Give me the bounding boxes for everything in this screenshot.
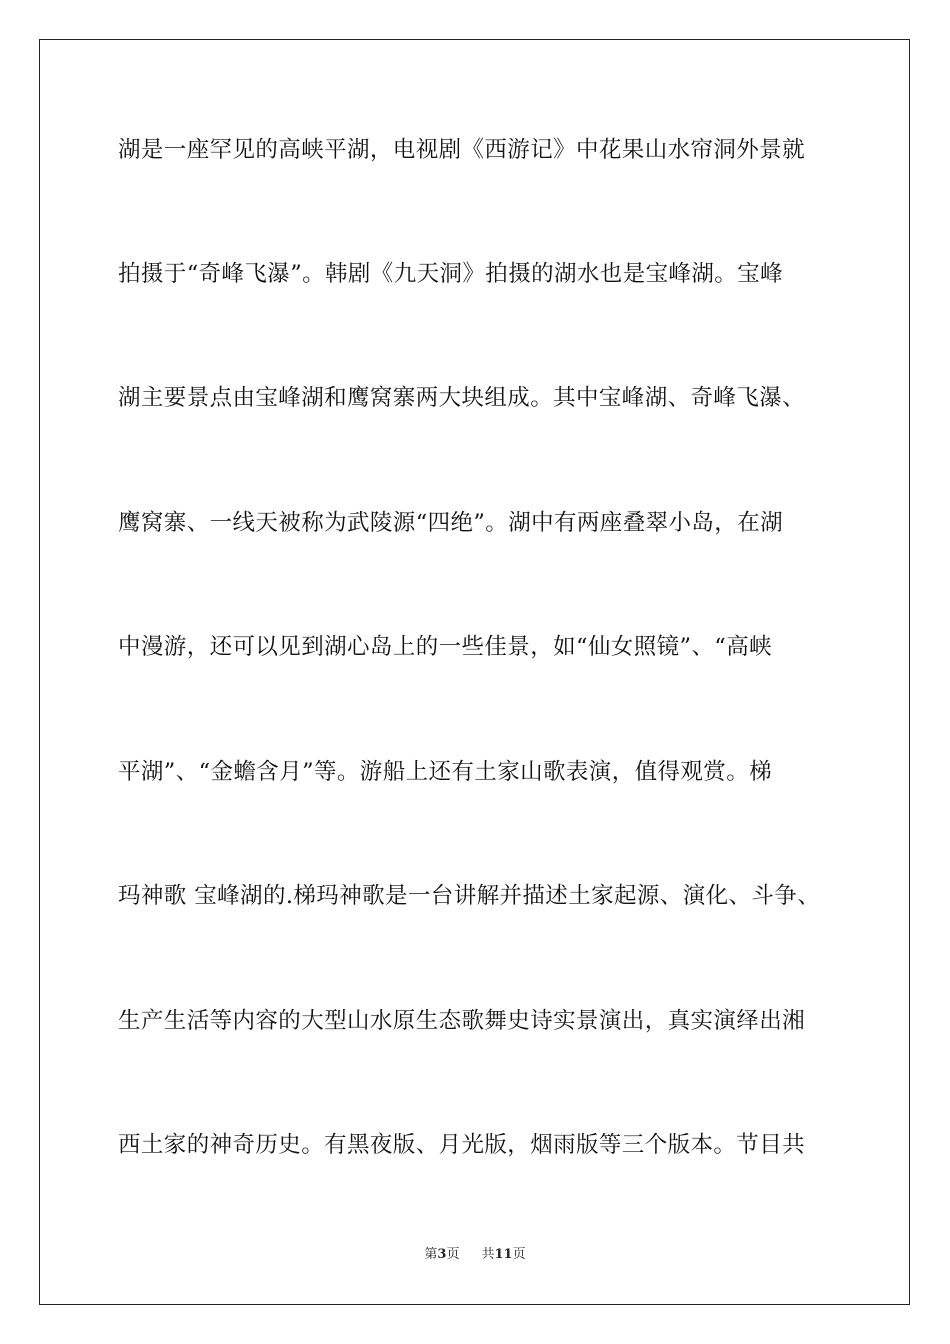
text-line-5: 中漫游，还可以见到湖心岛上的一些佳景，如“仙女照镜”、“高峡 bbox=[118, 634, 773, 660]
text-line-2: 拍摄于“奇峰飞瀑”。韩剧《九天洞》拍摄的湖水也是宝峰湖。宝峰 bbox=[118, 261, 784, 287]
footer-page-number: 3 bbox=[437, 1247, 447, 1262]
footer-total-suffix: 页 bbox=[512, 1247, 526, 1262]
text-line-4: 鹰窝寨、一线天被称为武陵源“四绝”。湖中有两座叠翠小岛，在湖 bbox=[118, 510, 784, 536]
page-border bbox=[39, 39, 910, 1305]
page-footer bbox=[0, 1246, 950, 1264]
text-line-8: 生产生活等内容的大型山水原生态歌舞史诗实景演出，真实演绎出湘 bbox=[118, 1008, 806, 1034]
text-line-1: 湖是一座罕见的高峡平湖，电视剧《西游记》中花果山水帘洞外景就 bbox=[118, 137, 806, 163]
footer-total-number: 11 bbox=[494, 1247, 513, 1262]
footer-page-suffix: 页 bbox=[446, 1247, 460, 1262]
text-line-6: 平湖”、“金蟾含月”等。游船上还有土家山歌表演，值得观赏。梯 bbox=[118, 759, 773, 785]
text-line-7: 玛神歌 宝峰湖的.梯玛神歌是一台讲解并描述土家起源、演化、斗争、 bbox=[118, 883, 821, 909]
footer-page-prefix: 第 bbox=[424, 1247, 438, 1262]
text-line-9: 西土家的神奇历史。有黑夜版、月光版，烟雨版等三个版本。节目共 bbox=[118, 1132, 806, 1158]
footer-total-prefix: 共 bbox=[481, 1247, 495, 1262]
text-line-3: 湖主要景点由宝峰湖和鹰窝寨两大块组成。其中宝峰湖、奇峰飞瀑、 bbox=[118, 385, 806, 411]
